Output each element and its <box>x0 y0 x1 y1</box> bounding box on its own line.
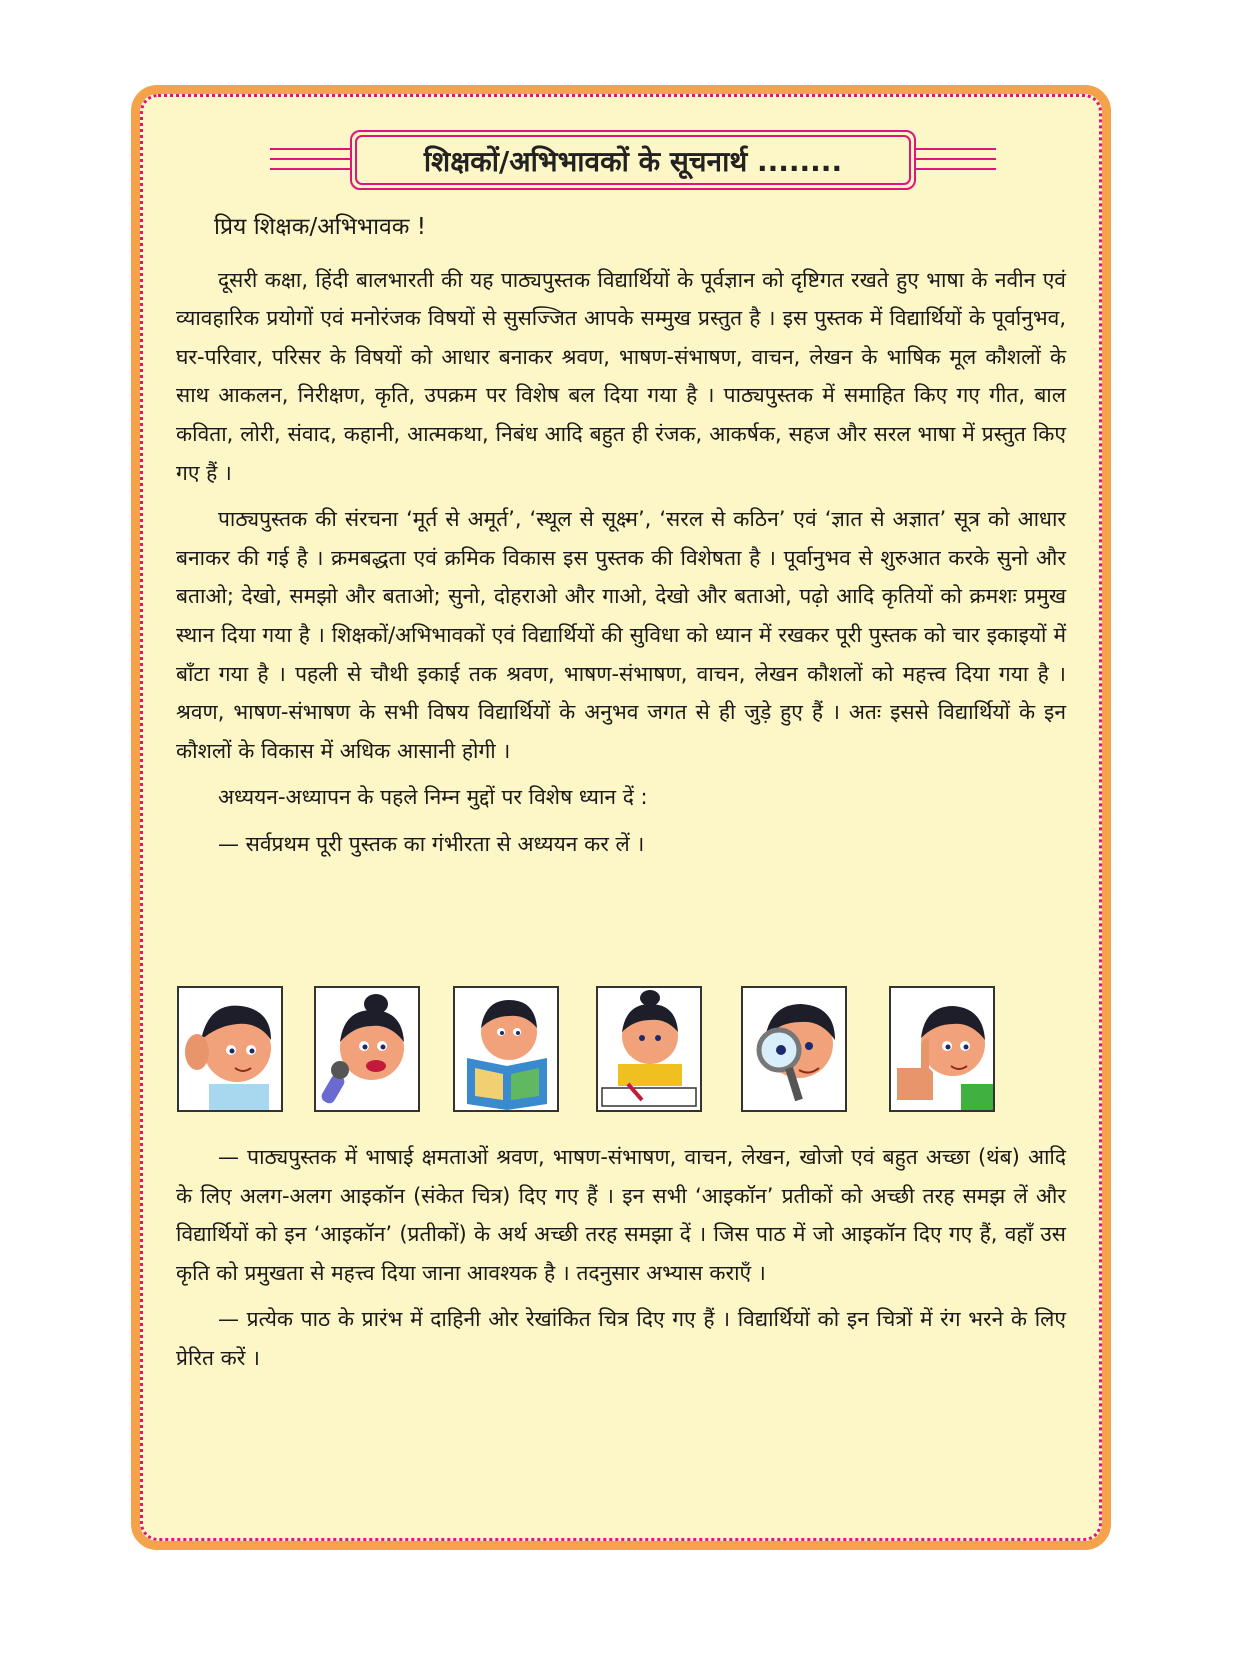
skill-icons-row <box>177 986 1067 1114</box>
page-frame <box>131 85 1111 1550</box>
page-title: शिक्षकों/अभिभावकों के सूचनार्थ ........ <box>355 135 911 185</box>
title-box <box>350 130 916 190</box>
speaking-icon <box>314 986 420 1112</box>
paragraph-point-1: — सर्वप्रथम पूरी पुस्तक का गंभीरता से अध्ययन कर लें । <box>218 831 645 856</box>
writing-icon <box>596 986 702 1112</box>
icons-section <box>176 1138 1066 1386</box>
paragraph-icons: — पाठ्यपुस्तक में भाषाई क्षमताओं श्रवण, भाषण-संभाषण, वाचन, लेखन, खोजो एवं बहुत अच्छा (थंब) आदि के लिए अलग-अलग आइकॉन (संकेत चित्र) दिए गए हैं । इन सभी ‘आइकॉन’ प्रतीकों को अच्छी तरह समझ लें और विद्यार्थियों को इन ‘आइकॉन’ (प्रतीकों) के अर्थ अच्छी तरह समझा दें । जिस पाठ में जो आइकॉन दिए गए हैं, वहाँ उस कृति को प्रमुखता से महत्त्व दिया जाना आवश्यक है । तदनुसार अभ्यास कराएँ । <box>176 1145 1066 1285</box>
paragraph-colouring: — प्रत्येक पाठ के प्रारंभ में दाहिनी ओर रेखांकित चित्र दिए गए हैं । विद्यार्थियों को इन चित्रों में रंग भरने के लिए प्रेरित करें । <box>176 1307 1066 1370</box>
title-ornament-left <box>270 148 350 170</box>
paragraph-intro: दूसरी कक्षा, हिंदी बालभारती की यह पाठ्यपुस्तक विद्यार्थियों के पूर्वज्ञान को दृष्टिगत रखते हुए भाषा के नवीन एवं व्यावहारिक प्रयोगों एवं मनोरंजक विषयों से सुसज्जित आपके सम्मुख प्रस्तुत है । इस पुस्तक में विद्यार्थियों के पूर्वानुभव, घर-परिवार, परिसर के विषयों को आधार बनाकर श्रवण, भाषण-संभाषण, वाचन, लेखन के भाषिक मूल कौशलों के साथ आकलन, निरीक्षण, कृति, उपक्रम पर विशेष बल दिया गया है । पाठ्यपुस्तक में समाहित किए गए गीत, बाल कविता, लोरी, संवाद, कहानी, आत्मकथा, निबंध आदि बहुत ही रंजक, आकर्षक, सहज और सरल भाषा में प्रस्तुत किए गए हैं । <box>176 267 1067 485</box>
thumbs-up-icon <box>889 986 995 1112</box>
listening-icon <box>177 986 283 1112</box>
title-ornament-right <box>916 148 996 170</box>
greeting: प्रिय शिक्षक/अभिभावक ! <box>214 214 427 240</box>
title-banner <box>140 130 1102 190</box>
reading-icon <box>453 986 559 1112</box>
search-icon <box>741 986 847 1112</box>
paragraph-structure: पाठ्यपुस्तक की संरचना ‘मूर्त से अमूर्त’, ‘स्थूल से सूक्ष्म’, ‘सरल से कठिन’ एवं ‘ज्ञात से अज्ञात’ सूत्र को आधार बनाकर की गई है । क्रमबद्धता एवं क्रमिक विकास इस पुस्तक की विशेषता है । पूर्वानुभव से शुरुआत करके सुनो और बताओ; देखो, समझो और बताओ; सुनो, दोहराओ और गाओ, देखो और बताओ, पढ़ो आदि कृतियों को क्रमशः प्रमुख स्थान दिया गया है । शिक्षकों/अभिभावकों एवं विद्यार्थियों की सुविधा को ध्यान में रखकर पूरी पुस्तक को चार इकाइयों में बाँटा गया है । पहली से चौथी इकाई तक श्रवण, भाषण-संभाषण, वाचन, लेखन कौशलों को महत्त्व दिया गया है । श्रवण, भाषण-संभाषण के सभी विषय विद्यार्थियों के अनुभव जगत से ही जुड़े हुए हैं । अतः इससे विद्यार्थियों के इन कौशलों के विकास में अधिक आसानी होगी । <box>176 507 1066 763</box>
paragraph-points-heading: अध्ययन-अध्यापन के पहले निम्न मुद्दों पर विशेष ध्यान दें : <box>218 785 648 810</box>
intro-section <box>176 208 1066 872</box>
